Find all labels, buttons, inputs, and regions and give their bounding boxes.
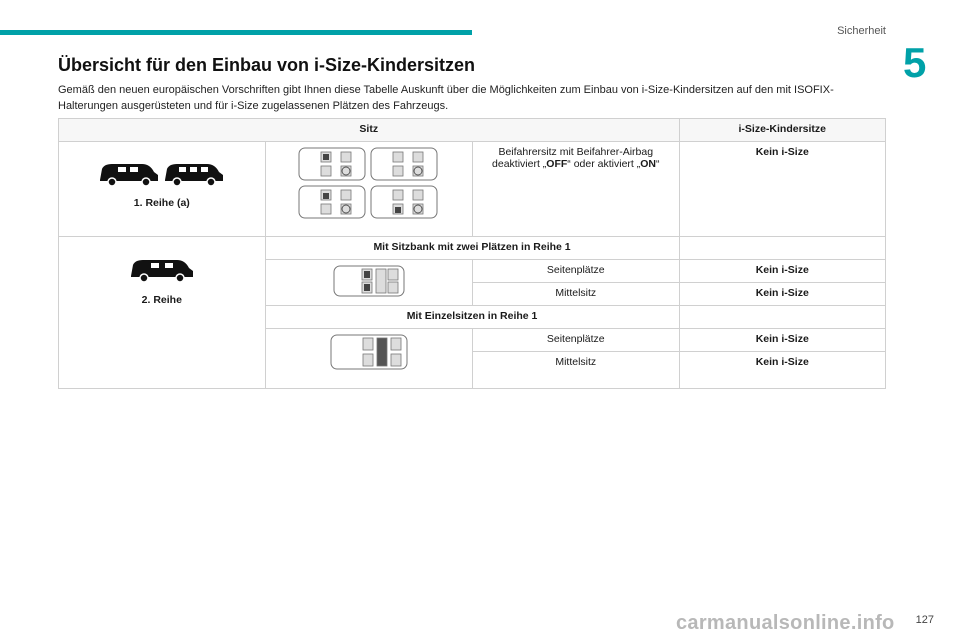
watermark: carmanualsonline.info bbox=[676, 612, 895, 634]
bench-diagram-cell bbox=[265, 260, 472, 306]
section-name: Sicherheit bbox=[837, 25, 886, 37]
row1-label-cell bbox=[59, 142, 266, 237]
seat-layout-icon bbox=[332, 264, 406, 298]
row2-label-cell bbox=[59, 237, 266, 389]
single-mid-label: Mittelsitz bbox=[473, 352, 679, 389]
single-mid-value: Kein i-Size bbox=[679, 352, 886, 389]
desc-off: OFF bbox=[546, 158, 568, 170]
isize-table bbox=[58, 118, 886, 389]
empty-cell bbox=[679, 306, 886, 329]
single-side-label: Seitenplätze bbox=[473, 329, 679, 352]
seat-layout-icon bbox=[297, 146, 441, 220]
accent-bar bbox=[0, 30, 472, 35]
page-number: 127 bbox=[915, 614, 934, 626]
bench-side-value: Kein i-Size bbox=[679, 260, 886, 283]
seat-layout-icon bbox=[329, 333, 409, 371]
row1-diagram-cell bbox=[265, 142, 472, 237]
desc-text: deaktiviert „ bbox=[492, 158, 547, 170]
row1-desc-line1: Beifahrersitz mit Beifahrer-Airbag bbox=[498, 146, 654, 158]
single-diagram-cell bbox=[265, 329, 472, 389]
row1-desc-cell bbox=[473, 142, 679, 237]
row1-desc-line2 bbox=[479, 158, 672, 170]
bench-mid-label: Mittelsitz bbox=[473, 283, 679, 306]
col-header-isize: i-Size-Kindersitze bbox=[679, 119, 886, 142]
row2-label: 2. Reihe bbox=[141, 294, 182, 306]
page-title: Übersicht für den Einbau von i-Size-Kindersitzen bbox=[58, 55, 476, 75]
desc-text: “ bbox=[655, 158, 660, 170]
van-icon bbox=[163, 160, 225, 188]
desc-on: ON bbox=[640, 158, 656, 170]
van-icon bbox=[98, 160, 160, 188]
chapter-number: 5 bbox=[903, 39, 927, 86]
single-heading: Mit Einzelsitzen in Reihe 1 bbox=[265, 306, 679, 329]
bench-mid-value: Kein i-Size bbox=[679, 283, 886, 306]
bench-heading: Mit Sitzbank mit zwei Plätzen in Reihe 1 bbox=[265, 237, 679, 260]
single-side-value: Kein i-Size bbox=[679, 329, 886, 352]
intro-text: Gemäß den neuen europäischen Vorschriften gibt Ihnen diese Tabelle Auskunft über die Möglichkeiten zum Einbau von i-Size-Kindersitzen auf den mit ISOFIX-Halterungen ausgerüsteten und für i-Size zugelassenen Plätzen des Fahrzeugs. bbox=[58, 84, 834, 112]
col-header-sitz: Sitz bbox=[59, 119, 680, 142]
bench-side-label: Seitenplätze bbox=[473, 260, 679, 283]
empty-cell bbox=[679, 237, 886, 260]
row1-value: Kein i-Size bbox=[679, 142, 886, 237]
desc-text: “ oder aktiviert „ bbox=[567, 158, 641, 170]
van-icon bbox=[129, 255, 195, 285]
row1-label: 1. Reihe (a) bbox=[133, 197, 190, 209]
